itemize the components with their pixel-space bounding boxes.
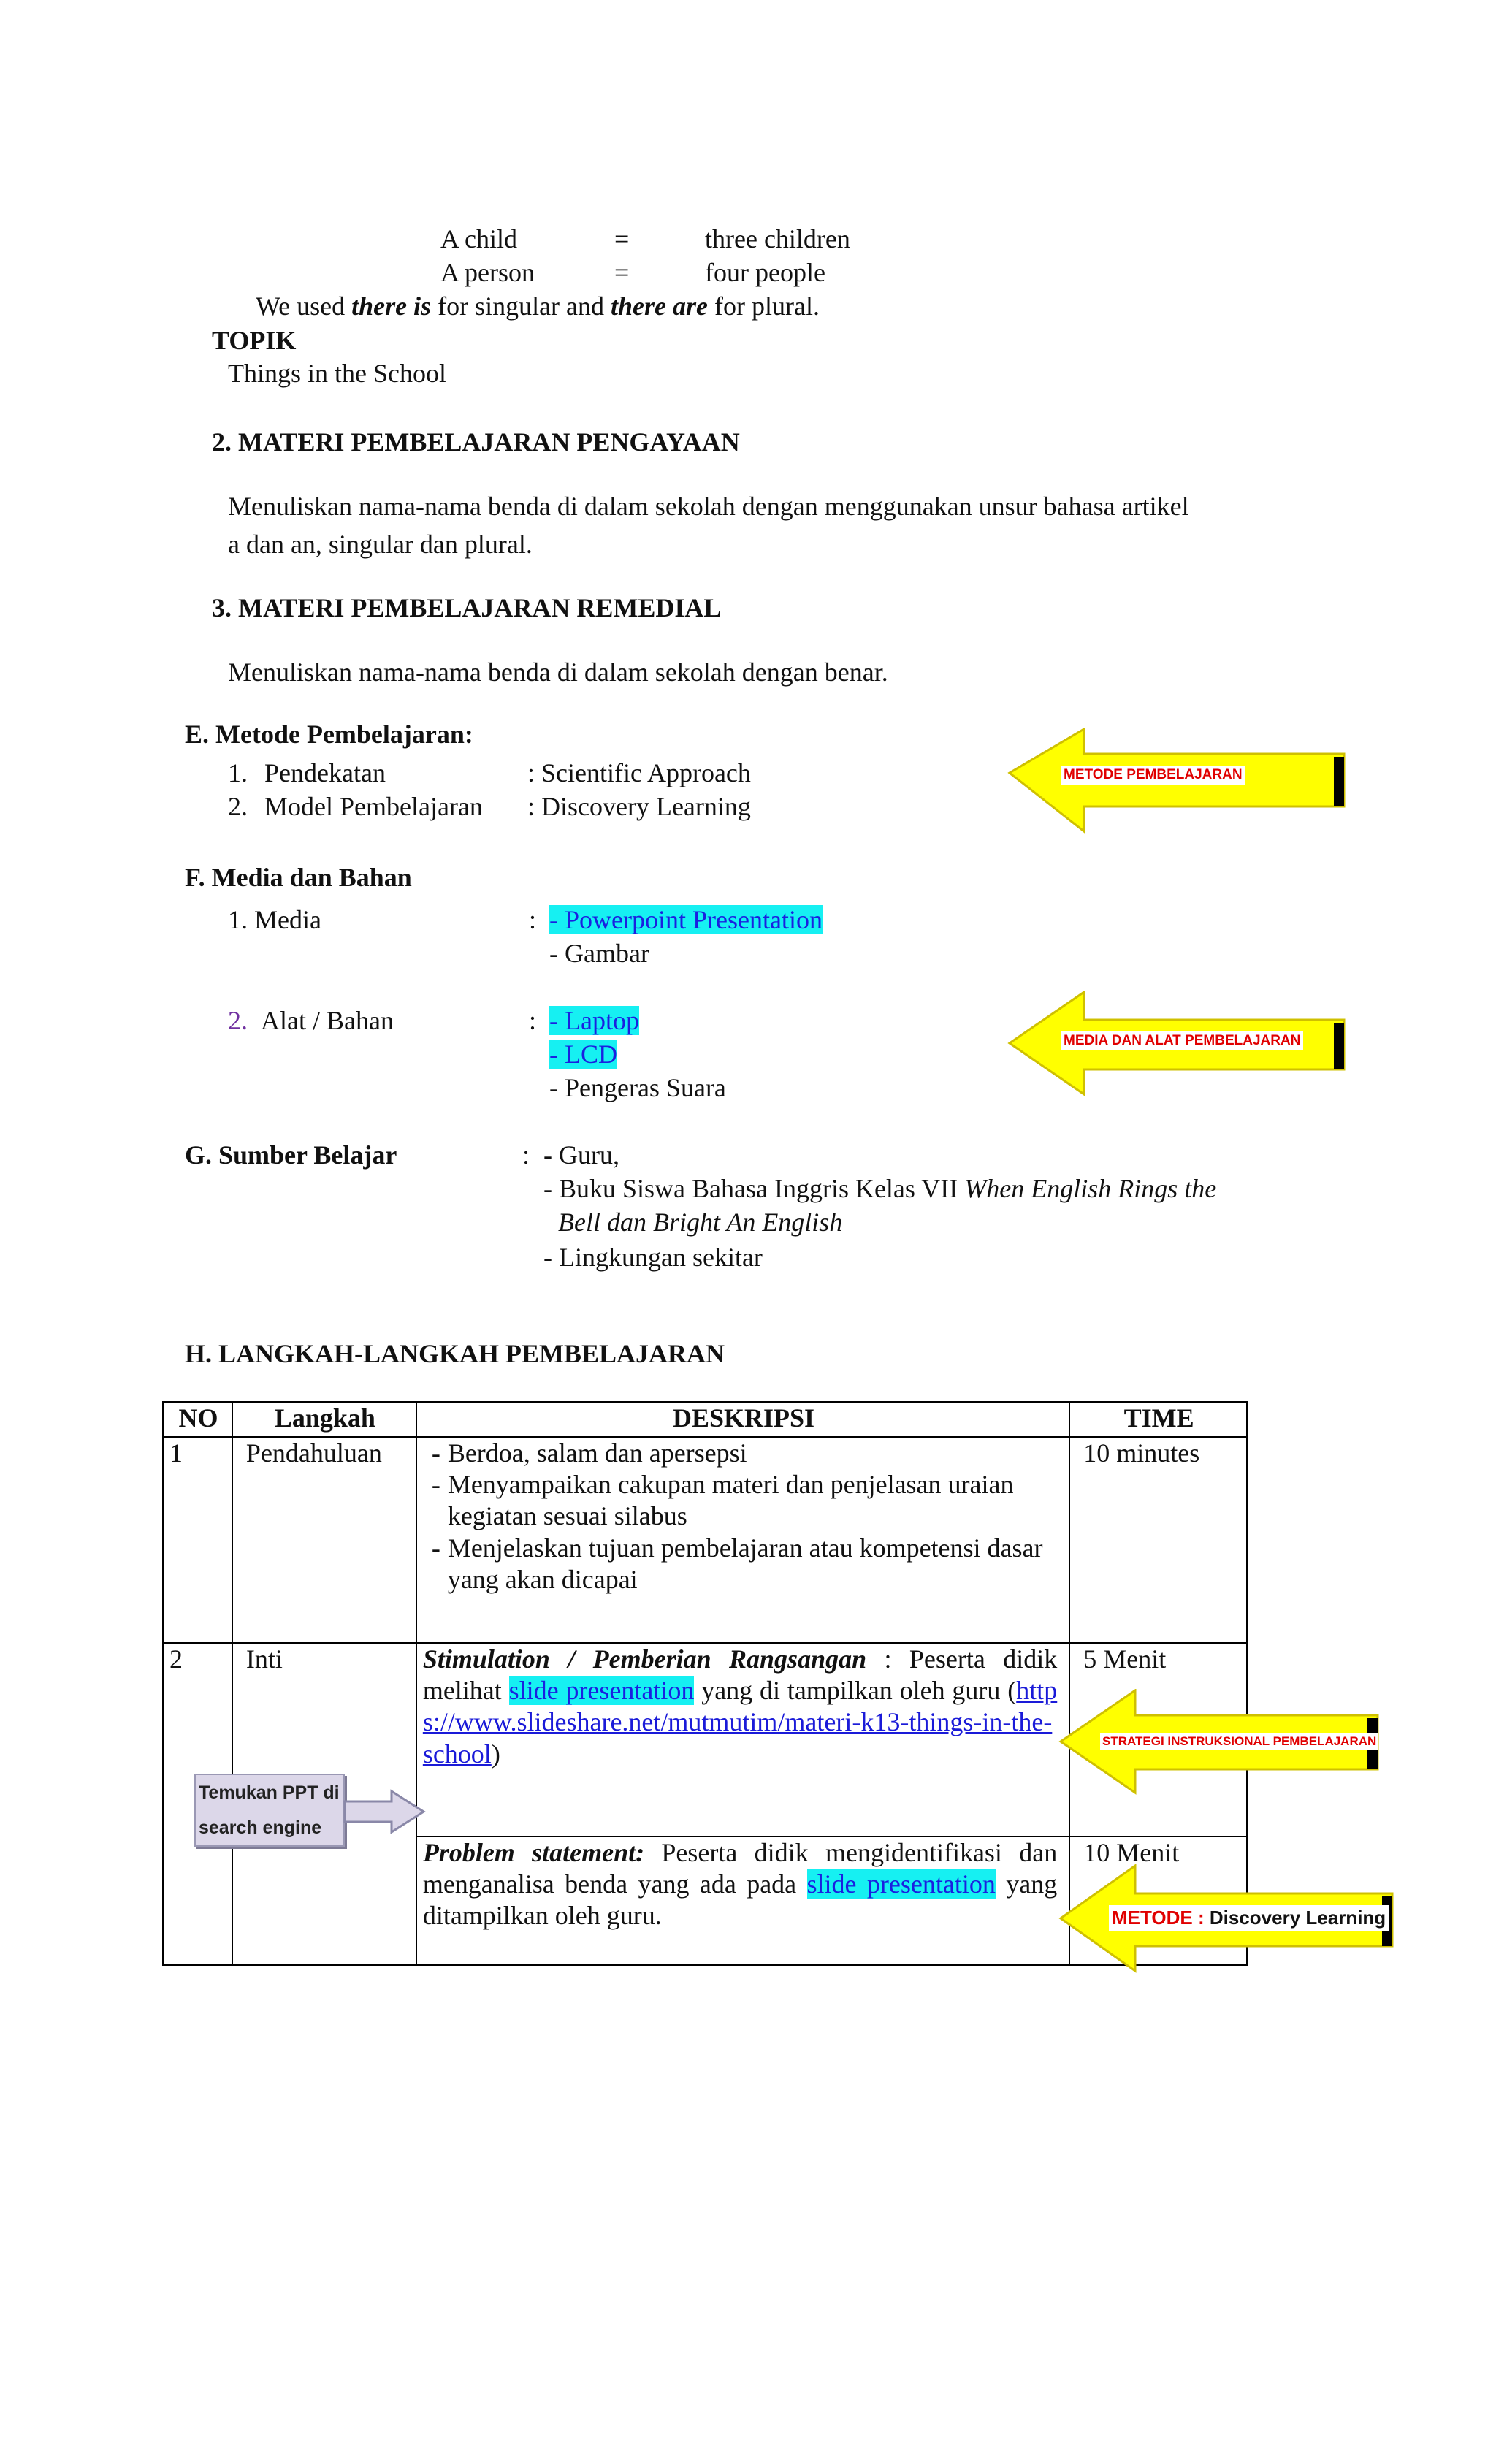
callout-discovery bbox=[1058, 1864, 1397, 1974]
row-time: 10 Menit bbox=[1069, 1836, 1247, 1965]
sumber-item-buku-line2: Bell dan Bright An English bbox=[558, 1208, 843, 1237]
header-deskripsi: DESKRIPSI bbox=[416, 1402, 1069, 1437]
sumber-item-guru: - Guru, bbox=[543, 1140, 619, 1170]
pair-row-1 bbox=[440, 224, 517, 255]
callout-metode-text: METODE PEMBELAJARAN bbox=[1061, 766, 1245, 785]
metode-heading: E. Metode Pembelajaran: bbox=[185, 720, 473, 749]
metode-item-num: 2. bbox=[228, 792, 248, 821]
row-no: 2 bbox=[163, 1643, 232, 1965]
callout-media bbox=[1007, 991, 1350, 1097]
callout-metode bbox=[1007, 728, 1350, 834]
callout-media-text: MEDIA DAN ALAT PEMBELAJARAN bbox=[1061, 1031, 1303, 1050]
row-description bbox=[416, 1437, 1069, 1643]
sumber-item-buku: - Buku Siswa Bahasa Inggris Kelas VII When English Rings the bbox=[543, 1174, 1217, 1203]
header-langkah: Langkah bbox=[232, 1402, 416, 1437]
alat-label: Alat / Bahan bbox=[261, 1006, 394, 1035]
pengayaan-line-2: a dan an, singular dan plural. bbox=[228, 530, 533, 559]
pengayaan-heading: 2. MATERI PEMBELAJARAN PENGAYAAN bbox=[212, 427, 740, 457]
media-colon: : bbox=[529, 905, 537, 934]
pair-singular: A child bbox=[440, 224, 517, 253]
search-note-line-2: search engine bbox=[199, 1818, 322, 1838]
langkah-heading: H. LANGKAH-LANGKAH PEMBELAJARAN bbox=[185, 1339, 725, 1368]
search-note-box bbox=[194, 1774, 345, 1847]
metode-item-label: Model Pembelajaran bbox=[264, 792, 483, 821]
topik-heading: TOPIK bbox=[212, 326, 297, 355]
row-no: 1 bbox=[163, 1437, 232, 1643]
usage-there-are: there are bbox=[611, 291, 708, 321]
topik-text: Things in the School bbox=[228, 359, 446, 388]
callout-discovery-text: METODE : Discovery Learning bbox=[1109, 1905, 1389, 1931]
row-time: 10 minutes bbox=[1069, 1437, 1247, 1643]
pengayaan-line-1: Menuliskan nama-nama benda di dalam sekolah dengan menggunakan unsur bahasa artikel bbox=[228, 492, 1189, 521]
sumber-colon: : bbox=[522, 1140, 530, 1170]
media-item-gambar: - Gambar bbox=[549, 939, 649, 968]
usage-there-is: there is bbox=[351, 291, 432, 321]
list-item: - Menjelaskan tujuan pembelajaran atau kompetensi dasar yang akan dicapai bbox=[423, 1533, 1053, 1595]
header-no: NO bbox=[163, 1402, 232, 1437]
pair-equals: = bbox=[614, 224, 630, 253]
callout-strategi-text: STRATEGI INSTRUKSIONAL PEMBELAJARAN bbox=[1100, 1733, 1378, 1750]
alat-item-lcd: - LCD bbox=[549, 1040, 617, 1069]
alat-num: 2. bbox=[228, 1006, 248, 1035]
usage-post: for plural. bbox=[708, 291, 820, 321]
usage-sentence bbox=[256, 291, 820, 322]
media-label: 1. Media bbox=[228, 905, 321, 934]
row-problem: Problem statement: Peserta didik mengidentifikasi dan menganalisa benda yang ada pada slide presentation yang ditampilkan oleh guru. bbox=[416, 1836, 1069, 1965]
list-item: - Berdoa, salam dan apersepsi bbox=[423, 1438, 1053, 1469]
table-header-row bbox=[163, 1402, 1247, 1437]
right-arrow-icon bbox=[343, 1788, 427, 1835]
table-row bbox=[163, 1437, 1247, 1643]
media-item-powerpoint: - Powerpoint Presentation bbox=[549, 905, 823, 934]
list-item: - Menyampaikan cakupan materi dan penjelasan uraian kegiatan sesuai silabus bbox=[423, 1469, 1053, 1532]
alat-colon: : bbox=[529, 1006, 537, 1035]
media-heading: F. Media dan Bahan bbox=[185, 863, 412, 892]
metode-item-num: 1. bbox=[228, 758, 248, 787]
header-time: TIME bbox=[1069, 1402, 1247, 1437]
metode-item-value: : Discovery Learning bbox=[527, 792, 751, 821]
usage-mid: for singular and bbox=[431, 291, 611, 321]
alat-item-pengeras: - Pengeras Suara bbox=[549, 1073, 726, 1102]
sumber-heading: G. Sumber Belajar bbox=[185, 1140, 397, 1170]
pair-equals: = bbox=[614, 258, 630, 287]
row-stimulation: Stimulation / Pemberian Rangsangan : Peserta didik melihat slide presentation yang di tampilkan oleh guru (https://www.slideshare.net/mutmutim/materi-k13-things-in-the-school) bbox=[416, 1643, 1069, 1836]
usage-pre: We used bbox=[256, 291, 352, 321]
remedial-text: Menuliskan nama-nama benda di dalam sekolah dengan benar. bbox=[228, 657, 888, 687]
pair-plural: three children bbox=[705, 224, 850, 253]
pair-plural: four people bbox=[705, 258, 825, 287]
callout-strategi bbox=[1058, 1689, 1382, 1796]
pair-singular: A person bbox=[440, 258, 535, 287]
row-step: Inti bbox=[232, 1643, 416, 1965]
slideshare-link[interactable]: https://www.slideshare.net/mutmutim/materi-k13-things-in-the-school bbox=[422, 1676, 1058, 1769]
search-note-line-1: Temukan PPT di bbox=[199, 1782, 340, 1803]
row-step: Pendahuluan bbox=[232, 1437, 416, 1643]
remedial-heading: 3. MATERI PEMBELAJARAN REMEDIAL bbox=[212, 593, 722, 622]
alat-item-laptop: - Laptop bbox=[549, 1006, 639, 1035]
alat-label-row bbox=[228, 1005, 394, 1037]
sumber-item-lingkungan: - Lingkungan sekitar bbox=[543, 1243, 763, 1272]
metode-item-value: : Scientific Approach bbox=[527, 758, 751, 787]
metode-item-label: Pendekatan bbox=[264, 758, 386, 787]
row-time: 5 Menit bbox=[1069, 1643, 1247, 1836]
